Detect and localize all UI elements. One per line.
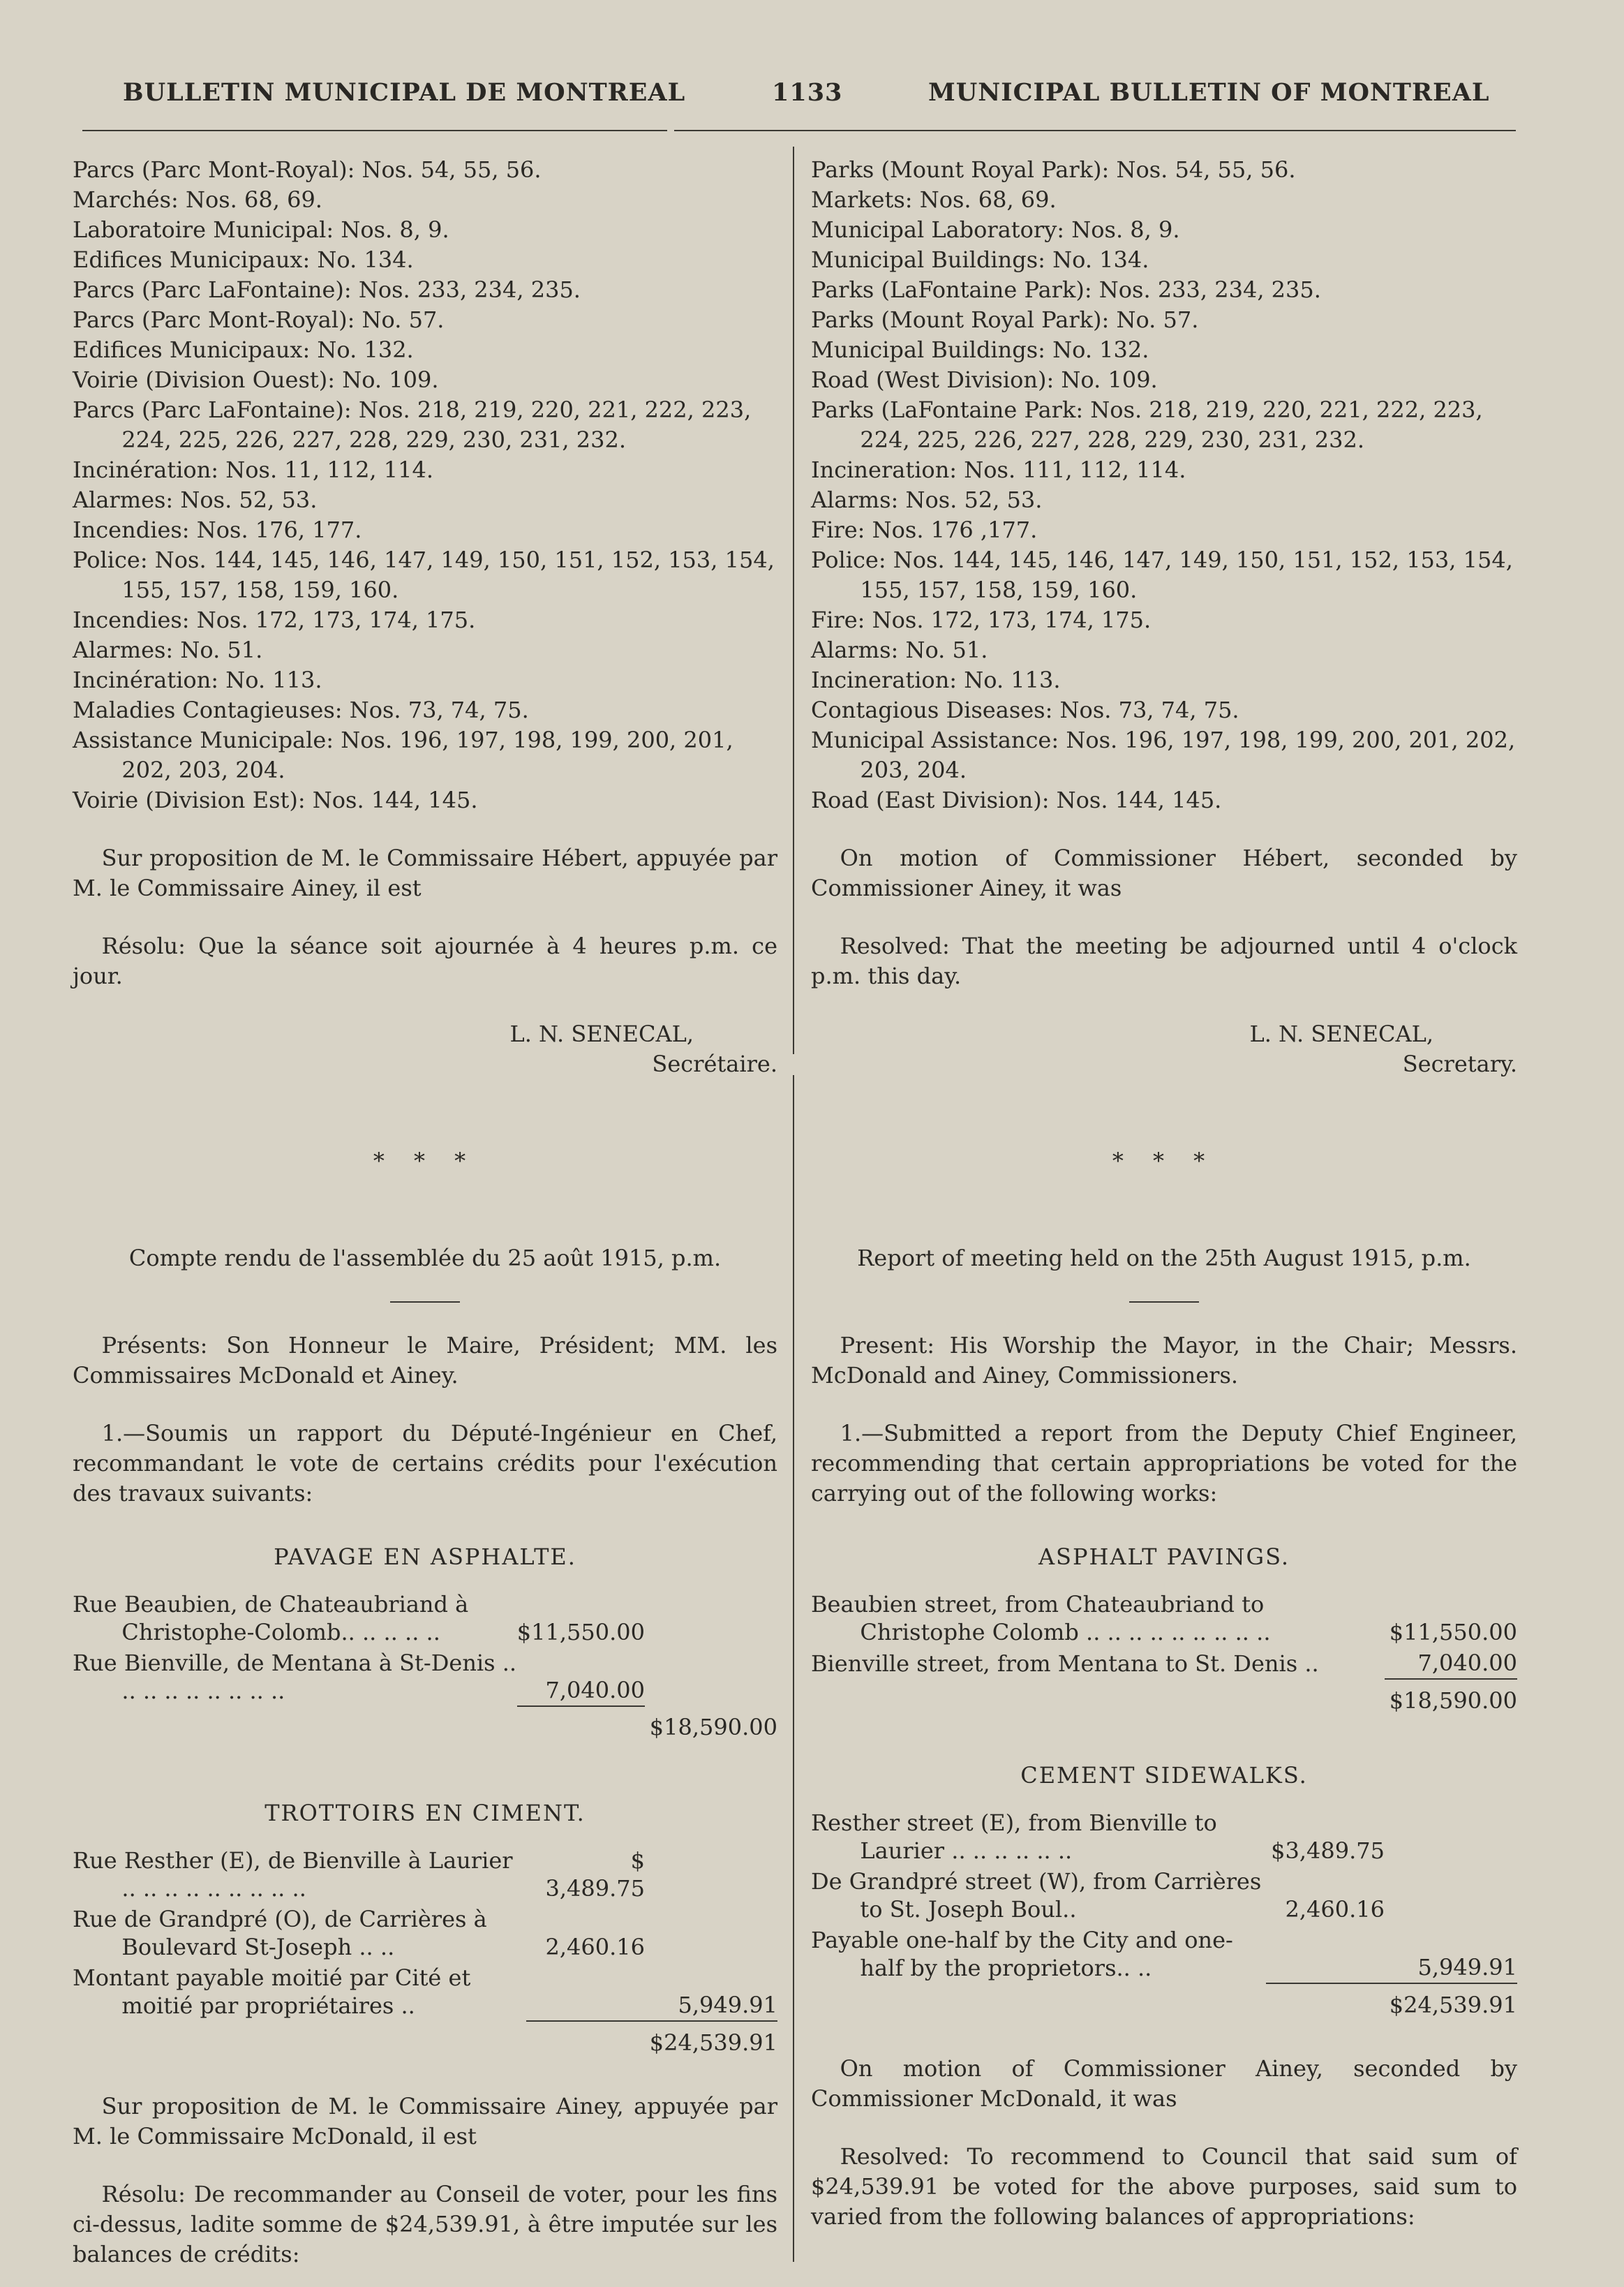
table-row: [811, 1589, 1517, 1648]
index-item: Assistance Municipale: Nos. 196, 197, 198, 199, 200, 201, 202, 203, 204.: [73, 727, 733, 783]
attendance-paragraph: Present: His Worship the Mayor, in the Chair; Messrs. McDonald and Ainey, Commissioners.: [811, 1332, 1517, 1389]
index-item: Road (East Division): Nos. 144, 145.: [811, 787, 1222, 813]
french-column: [73, 155, 777, 2270]
row-amount: 2,460.16: [545, 1934, 645, 1960]
page-number: 1133: [772, 78, 843, 107]
appropriation-table: [811, 1807, 1517, 2020]
appropriation-table: [811, 1589, 1517, 1716]
section-separator: * * *: [1112, 1148, 1216, 1174]
motion-paragraph: On motion of Commissioner Ainey, seconded by Commissioner McDonald, it was: [811, 2055, 1517, 2112]
subtotal-amount: $18,590.00: [649, 1714, 777, 1740]
short-rule: [1129, 1301, 1199, 1303]
index-item: Parks (LaFontaine Park: Nos. 218, 219, 220, 221, 222, 223, 224, 225, 226, 227, 228, 229, 230, 231, 232.: [811, 397, 1483, 453]
subtotal-row: [811, 1679, 1517, 1716]
index-item: Police: Nos. 144, 145, 146, 147, 149, 150, 151, 152, 153, 154, 155, 157, 158, 159, 160.: [811, 547, 1513, 603]
signature-title: Secretary.: [1402, 1051, 1517, 1077]
row-description: Rue de Grandpré (O), de Carrières à Boulevard St-Joseph .. ..: [73, 1906, 487, 1960]
index-item: Parks (Mount Royal Park): Nos. 54, 55, 56.: [811, 156, 1296, 183]
index-item: Incinération: Nos. 11, 112, 114.: [73, 457, 434, 483]
row-description: Rue Beaubien, de Chateaubriand à Christophe-Colomb.. .. .. .. ..: [73, 1591, 469, 1645]
meeting-title: Compte rendu de l'assemblée du 25 août 1915, p.m.: [128, 1245, 722, 1271]
subtotal-row: [73, 1706, 777, 1742]
index-item: Police: Nos. 144, 145, 146, 147, 149, 150, 151, 152, 153, 154, 155, 157, 158, 159, 160.: [73, 547, 775, 603]
index-item: Alarmes: Nos. 52, 53.: [73, 487, 318, 513]
grand-total-amount: $24,539.91: [1389, 1992, 1517, 2018]
header-rule-right: [674, 130, 1516, 131]
section-heading: CEMENT SIDEWALKS.: [1020, 1762, 1308, 1789]
signature-title: Secrétaire.: [652, 1051, 777, 1077]
resolution-paragraph: Resolved: That the meeting be adjourned until 4 o'clock p.m. this day.: [811, 933, 1517, 989]
signature-name: L. N. SENECAL,: [509, 1021, 694, 1047]
index-item: Fire: Nos. 176 ,177.: [811, 517, 1038, 543]
row-amount: 7,040.00: [1385, 1648, 1517, 1679]
index-item: Alarmes: No. 51.: [73, 637, 263, 663]
index-item: Parks (LaFontaine Park): Nos. 233, 234, 235.: [811, 276, 1321, 303]
table-row: [73, 1904, 777, 1962]
index-item: Markets: Nos. 68, 69.: [811, 186, 1057, 213]
english-index-list: [811, 155, 1517, 815]
french-index-list: [73, 155, 777, 815]
index-item: Parks (Mount Royal Park): No. 57.: [811, 306, 1199, 333]
index-item: Parcs (Parc Mont-Royal): No. 57.: [73, 306, 445, 333]
meeting-title: Report of meeting held on the 25th August 1915, p.m.: [857, 1245, 1471, 1271]
row-amount: [526, 1962, 645, 2021]
row-amount: [1266, 1925, 1385, 1983]
index-item: Municipal Laboratory: Nos. 8, 9.: [811, 216, 1180, 243]
index-item: Fire: Nos. 172, 173, 174, 175.: [811, 607, 1152, 633]
index-item: Incendies: Nos. 176, 177.: [73, 517, 362, 543]
header-left-title: BULLETIN MUNICIPAL DE MONTREAL: [123, 78, 686, 107]
index-item: Parcs (Parc Mont-Royal): Nos. 54, 55, 56.: [73, 156, 542, 183]
section-heading: TROTTOIRS EN CIMENT.: [265, 1800, 586, 1826]
index-item: Incineration: No. 113.: [811, 667, 1061, 693]
index-item: Edifices Municipaux: No. 134.: [73, 246, 414, 273]
motion-paragraph: Sur proposition de M. le Commissaire Hébert, appuyée par M. le Commissaire Ainey, il est: [73, 845, 777, 901]
signature-block: [811, 1019, 1517, 1079]
index-item: Parcs (Parc LaFontaine): Nos. 218, 219, 220, 221, 222, 223, 224, 225, 226, 227, 228, 229, 230, 231, 232.: [73, 397, 752, 453]
index-item: Contagious Diseases: Nos. 73, 74, 75.: [811, 697, 1239, 723]
index-item: Voirie (Division Ouest): No. 109.: [73, 367, 439, 393]
section-heading: ASPHALT PAVINGS.: [1038, 1544, 1290, 1570]
attendance-paragraph: Présents: Son Honneur le Maire, Président; MM. les Commissaires McDonald et Ainey.: [73, 1332, 777, 1389]
row-description: Bienville street, from Mentana to St. Denis ..: [811, 1650, 1319, 1677]
index-item: Parcs (Parc LaFontaine): Nos. 233, 234, 235.: [73, 276, 581, 303]
table-row: [73, 1648, 777, 1706]
table-row: [73, 1589, 777, 1648]
table-row: [811, 1807, 1517, 1866]
index-item: Incinération: No. 113.: [73, 667, 322, 693]
row-description: Rue Resther (E), de Bienville à Laurier .. .. .. .. .. .. .. .. ..: [73, 1847, 513, 1902]
appropriation-table: [73, 1589, 777, 1742]
table-row: [73, 1962, 777, 2021]
row-description: De Grandpré street (W), from Carrières to St. Joseph Boul..: [811, 1868, 1262, 1923]
row-amount: 7,040.00: [517, 1648, 645, 1706]
motion-paragraph: Sur proposition de M. le Commissaire Ainey, appuyée par M. le Commissaire McDonald, il est: [73, 2093, 777, 2149]
index-item: Laboratoire Municipal: Nos. 8, 9.: [73, 216, 449, 243]
index-item: Edifices Municipaux: No. 132.: [73, 336, 414, 363]
resolution-paragraph: Resolved: To recommend to Council that said sum of $24,539.91 be voted for the above purposes, said sum to varied from the following balances of appropriations:: [811, 2143, 1517, 2230]
row-amount: $11,550.00: [1389, 1619, 1517, 1645]
resolution-paragraph: Résolu: Que la séance soit ajournée à 4 heures p.m. ce jour.: [73, 933, 777, 989]
index-item: Alarms: Nos. 52, 53.: [811, 487, 1043, 513]
index-item: Maladies Contagieuses: Nos. 73, 74, 75.: [73, 697, 529, 723]
row-amount: $11,550.00: [516, 1619, 645, 1645]
row-description: Beaubien street, from Chateaubriand to Christophe Colomb .. .. .. .. .. .. .. .. ..: [811, 1591, 1271, 1645]
row-amount: $3,489.75: [1271, 1837, 1385, 1864]
table-row: [811, 1925, 1517, 1983]
index-item: Marchés: Nos. 68, 69.: [73, 186, 322, 213]
grand-total-row: [73, 2021, 777, 2058]
index-item: Road (West Division): No. 109.: [811, 367, 1158, 393]
section-heading: PAVAGE EN ASPHALTE.: [274, 1544, 576, 1570]
table-row: [73, 1845, 777, 1904]
grand-total-row: [811, 1983, 1517, 2020]
section-separator: * * *: [373, 1148, 477, 1174]
row-description: Montant payable moitié par Cité et moitié par propriétaires ..: [73, 1964, 471, 2019]
appropriation-table: [73, 1845, 777, 2058]
column-divider-top: [793, 147, 794, 1054]
header-right-title: MUNICIPAL BULLETIN OF MONTREAL: [928, 78, 1490, 107]
short-rule: [390, 1301, 460, 1303]
resolution-paragraph: Résolu: De recommander au Conseil de voter, pour les fins ci-dessus, ladite somme de $24,539.91, à être imputée sur les balances de crédits:: [73, 2181, 777, 2267]
row-description: Resther street (E), from Bienville to Laurier .. .. .. .. .. ..: [811, 1809, 1217, 1864]
row-amount: 2,460.16: [1285, 1896, 1385, 1923]
subtotal-amount: 5,949.91: [1385, 1925, 1517, 1983]
signature-block: [73, 1019, 777, 1079]
table-row: [811, 1648, 1517, 1679]
row-description: Rue Bienville, de Mentana à St-Denis .. .. .. .. .. .. .. .. ..: [73, 1650, 517, 1704]
index-item: Municipal Assistance: Nos. 196, 197, 198, 199, 200, 201, 202, 203, 204.: [811, 727, 1516, 783]
subtotal-amount: 5,949.91: [645, 1962, 777, 2021]
subtotal-amount: $18,590.00: [1389, 1687, 1517, 1714]
index-item: Incendies: Nos. 172, 173, 174, 175.: [73, 607, 476, 633]
english-column: [811, 155, 1517, 2232]
grand-total-amount: $24,539.91: [649, 2029, 777, 2056]
index-item: Alarms: No. 51.: [811, 637, 988, 663]
index-item: Incineration: Nos. 111, 112, 114.: [811, 457, 1186, 483]
row-description: Payable one-half by the City and one-half by the proprietors.. ..: [811, 1927, 1233, 1981]
column-divider-bottom: [793, 1075, 794, 2262]
index-item: Municipal Buildings: No. 132.: [811, 336, 1149, 363]
table-row: [811, 1866, 1517, 1925]
index-item: Municipal Buildings: No. 134.: [811, 246, 1149, 273]
signature-name: L. N. SENECAL,: [1249, 1021, 1433, 1047]
row-amount: $ 3,489.75: [545, 1847, 645, 1902]
item-paragraph: 1.—Soumis un rapport du Député-Ingénieur en Chef, recommandant le vote de certains crédits pour l'exécution des travaux suivants:: [73, 1420, 777, 1507]
motion-paragraph: On motion of Commissioner Hébert, seconded by Commissioner Ainey, it was: [811, 845, 1517, 901]
header-rule-left: [82, 130, 667, 131]
item-paragraph: 1.—Submitted a report from the Deputy Chief Engineer, recommending that certain appropriations be voted for the carrying out of the following works:: [811, 1420, 1517, 1507]
index-item: Voirie (Division Est): Nos. 144, 145.: [73, 787, 478, 813]
